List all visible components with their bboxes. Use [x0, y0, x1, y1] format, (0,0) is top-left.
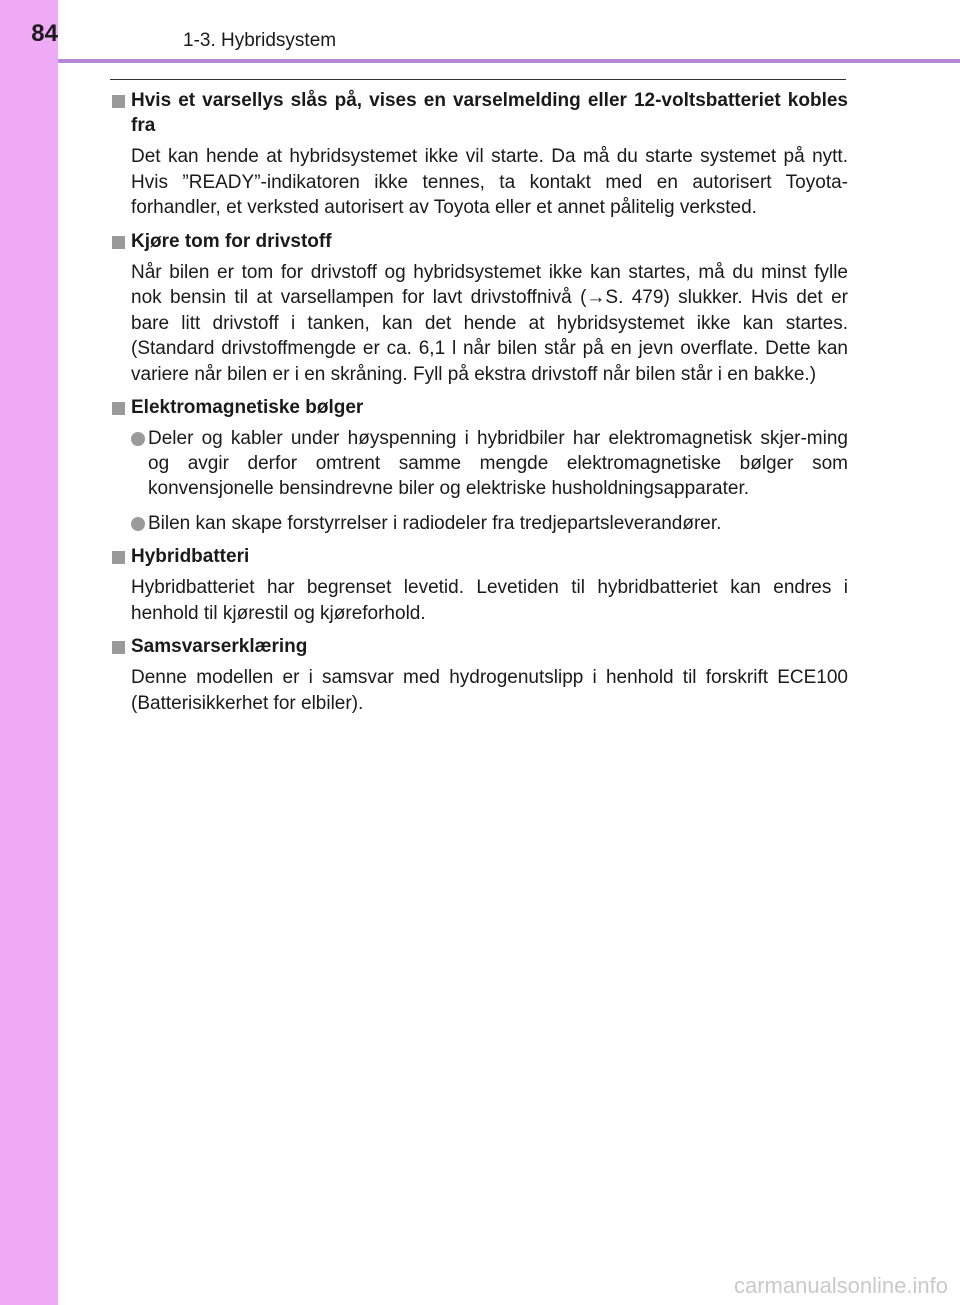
section-text: Det kan hende at hybridsystemet ikke vil starte. Da må du starte systemet på nytt. Hvis ”READY”-indikatoren ikke tennes, ta kontakt med en autorisert Toyota-forhandler, et verksted autorisert av Toyota eller et annet pålitelig verksted.	[131, 146, 848, 218]
section-heading: Elektromagnetiske bølger	[110, 395, 848, 420]
section-hybrid-battery	[110, 544, 848, 626]
round-bullet-icon	[131, 517, 145, 531]
square-bullet-icon	[112, 402, 125, 415]
section-heading: Hvis et varsellys slås på, vises en varselmelding eller 12-voltsbatteriet kobles fra	[110, 88, 848, 138]
section-heading: Hybridbatteri	[110, 544, 848, 569]
section-text: Når bilen er tom for drivstoff og hybridsystemet ikke kan startes, må du minst fylle nok bensin til at varsellampen for lavt drivstoffnivå (→S. 479) slukker. Hvis det er bare litt drivstoff i tanken, kan det hende at hybridsystemet ikke kan startes. (Standard drivstoffmengde er ca. 6,1 l når bilen står på en jevn overflate. Dette kan variere når bilen er i en skråning. Fyll på ekstra drivstoff når bilen står i en bakke.)	[131, 261, 848, 385]
section-declaration-of-conformity	[110, 634, 848, 716]
section-heading: Samsvarserklæring	[110, 634, 848, 659]
content-divider	[110, 79, 846, 80]
page-number: 84	[31, 20, 58, 47]
square-bullet-icon	[112, 551, 125, 564]
header-divider	[58, 59, 960, 63]
section-heading: Kjøre tom for drivstoff	[110, 229, 848, 254]
bullet-item: Bilen kan skape forstyrrelser i radiodeler fra tredjepartsleverandører.	[110, 511, 848, 536]
bullet-item: Deler og kabler under høyspenning i hybridbiler har elektromagnetisk skjer-ming og avgir derfor omtrent samme mengde elektromagnetiske bølger som konvensjonelle bensindrevne biler og elektriske husholdningsapparater.	[110, 426, 848, 501]
section-title: 1-3. Hybridsystem	[183, 30, 337, 51]
square-bullet-icon	[112, 95, 125, 108]
section-text: Hybridbatteriet har begrenset levetid. Levetiden til hybridbatteriet kan endres i henhold til kjørestil og kjøreforhold.	[131, 577, 848, 624]
page-content	[110, 88, 848, 724]
section-text: Denne modellen er i samsvar med hydrogenutslipp i henhold til forskrift ECE100 (Batterisikkerhet for elbiler).	[131, 667, 848, 714]
square-bullet-icon	[112, 641, 125, 654]
watermark: carmanualsonline.info	[733, 1273, 948, 1298]
section-out-of-fuel	[110, 229, 848, 388]
square-bullet-icon	[112, 236, 125, 249]
section-electromagnetic-waves	[110, 395, 848, 536]
section-warning-light	[110, 88, 848, 221]
round-bullet-icon	[131, 432, 145, 446]
side-tab-bar	[0, 0, 58, 1305]
